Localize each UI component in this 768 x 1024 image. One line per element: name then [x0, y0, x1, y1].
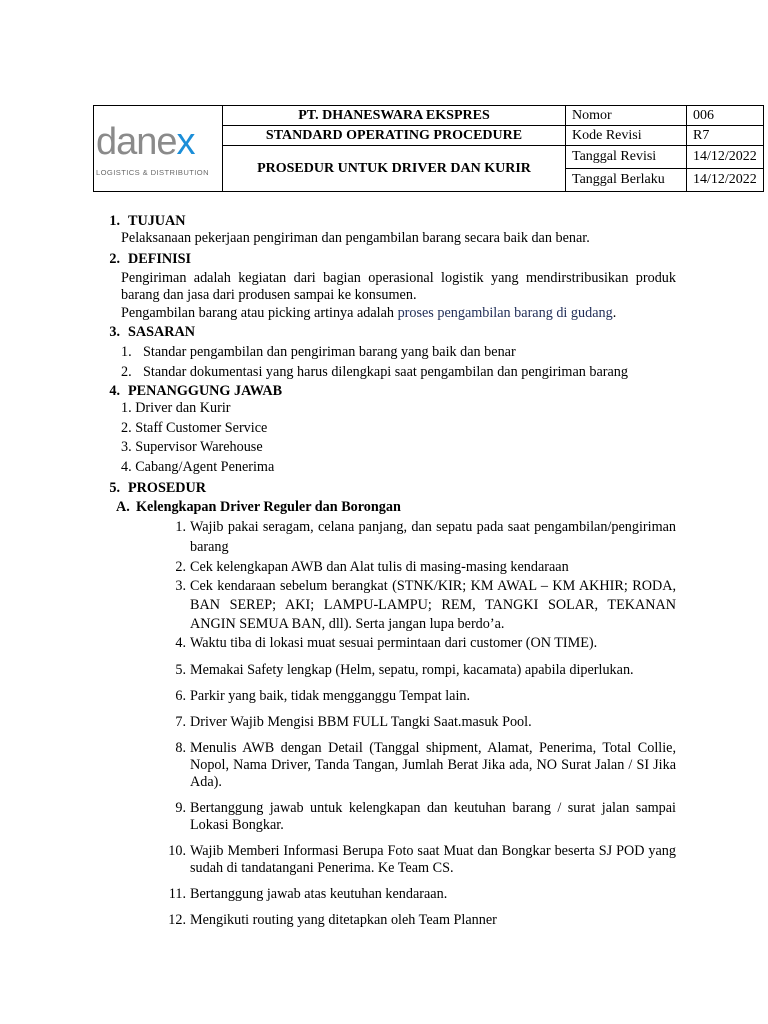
- logo-cell: [94, 106, 223, 192]
- section-heading: 5. PROSEDUR: [109, 480, 207, 496]
- field-label-tanggal-revisi: Tanggal Revisi: [566, 146, 687, 169]
- section-heading: 1. TUJUAN: [109, 213, 186, 229]
- list-item: 6. Parkir yang baik, tidak mengganggu Tempat lain.: [175, 688, 471, 704]
- field-value-tanggal-revisi: 14/12/2022: [687, 146, 764, 169]
- field-label-tanggal-berlaku: Tanggal Berlaku: [566, 169, 687, 192]
- list-item: 1. Wajib pakai seragam, celana panjang, dan sepatu pada saat pengambilan/pengiriman barang: [175, 519, 676, 555]
- section-heading: 4. PENANGGUNG JAWAB: [109, 383, 283, 399]
- list-item: 2. Staff Customer Service: [121, 419, 268, 436]
- list-item: 1. Driver dan Kurir: [121, 400, 231, 416]
- document-body: [96, 211, 676, 929]
- header-table: [93, 105, 764, 192]
- field-value-kode-revisi: R7: [687, 126, 764, 146]
- tujuan-text: Pelaksanaan pekerjaan pengiriman dan pengambilan barang secara baik dan benar.: [121, 230, 590, 246]
- list-item: 5. Memakai Safety lengkap (Helm, sepatu, rompi, kacamata) apabila diperlukan.: [175, 662, 634, 678]
- field-value-tanggal-berlaku: 14/12/2022: [687, 169, 764, 192]
- list-item: 10. Wajib Memberi Informasi Berupa Foto saat Muat dan Bongkar beserta SJ POD yang sudah di tandatangani Penerima. Ke Team CS.: [168, 843, 676, 876]
- list-item: 4. Cabang/Agent Penerima: [121, 458, 275, 475]
- section-heading: 2. DEFINISI: [109, 251, 192, 267]
- definisi-text-1: Pengiriman adalah kegiatan dari bagian operasional logistik yang mendirstribusikan produk barang dan jasa dari produsen sampai ke konsumen.: [121, 270, 676, 303]
- list-item: 11. Bertanggung jawab atas keutuhan kendaraan.: [168, 886, 448, 902]
- list-item: 8. Menulis AWB dengan Detail (Tanggal shipment, Alamat, Penerima, Total Collie, Nopol, Nama Driver, Tanda Tangan, Jumlah Berat Jika ada, NO Surat Jalan / SI Jika Ada).: [175, 740, 676, 790]
- definisi-text-2: Pengambilan barang atau picking artinya adalah proses pengambilan barang di gudang.: [121, 305, 617, 321]
- sop-title: STANDARD OPERATING PROCEDURE: [223, 126, 566, 146]
- field-label-nomor: Nomor: [566, 106, 687, 126]
- company-name: PT. DHANESWARA EKSPRES: [223, 106, 566, 126]
- company-logo: [94, 107, 222, 191]
- logo-wordmark: danex: [96, 120, 195, 163]
- list-item: 1. Standar pengambilan dan pengiriman barang yang baik dan benar: [121, 344, 516, 360]
- logo-tagline: LOGISTICS & DISTRIBUTION: [96, 167, 209, 177]
- list-item: 9. Bertanggung jawab untuk kelengkapan dan keutuhan barang / surat jalan sampai Lokasi Bongkar.: [175, 800, 676, 833]
- list-item: 7. Driver Wajib Mengisi BBM FULL Tangki Saat.masuk Pool.: [175, 714, 532, 730]
- field-label-kode-revisi: Kode Revisi: [566, 126, 687, 146]
- subsection-heading: A. Kelengkapan Driver Reguler dan Borongan: [116, 499, 401, 515]
- list-item: 3. Supervisor Warehouse: [121, 439, 263, 455]
- procedure-title: PROSEDUR UNTUK DRIVER DAN KURIR: [223, 146, 566, 192]
- list-item: 12. Mengikuti routing yang ditetapkan oleh Team Planner: [168, 912, 497, 928]
- list-item: 4. Waktu tiba di lokasi muat sesuai permintaan dari customer (ON TIME).: [175, 635, 598, 651]
- list-item: 3. Cek kendaraan sebelum berangkat (STNK/KIR; KM AWAL – KM AKHIR; RODA, BAN SEREP; AKI; LAMPU-LAMPU; REM, TANGKI SOLAR, TEKANAN ANGIN SEMUA BAN, dll). Serta jangan lupa berdo’a.: [175, 578, 676, 632]
- field-value-nomor: 006: [687, 106, 764, 126]
- list-item: 2. Cek kelengkapan AWB dan Alat tulis di masing-masing kendaraan: [175, 559, 569, 575]
- section-heading: 3. SASARAN: [109, 324, 196, 340]
- list-item: 2. Standar dokumentasi yang harus dilengkapi saat pengambilan dan pengiriman barang: [121, 364, 628, 380]
